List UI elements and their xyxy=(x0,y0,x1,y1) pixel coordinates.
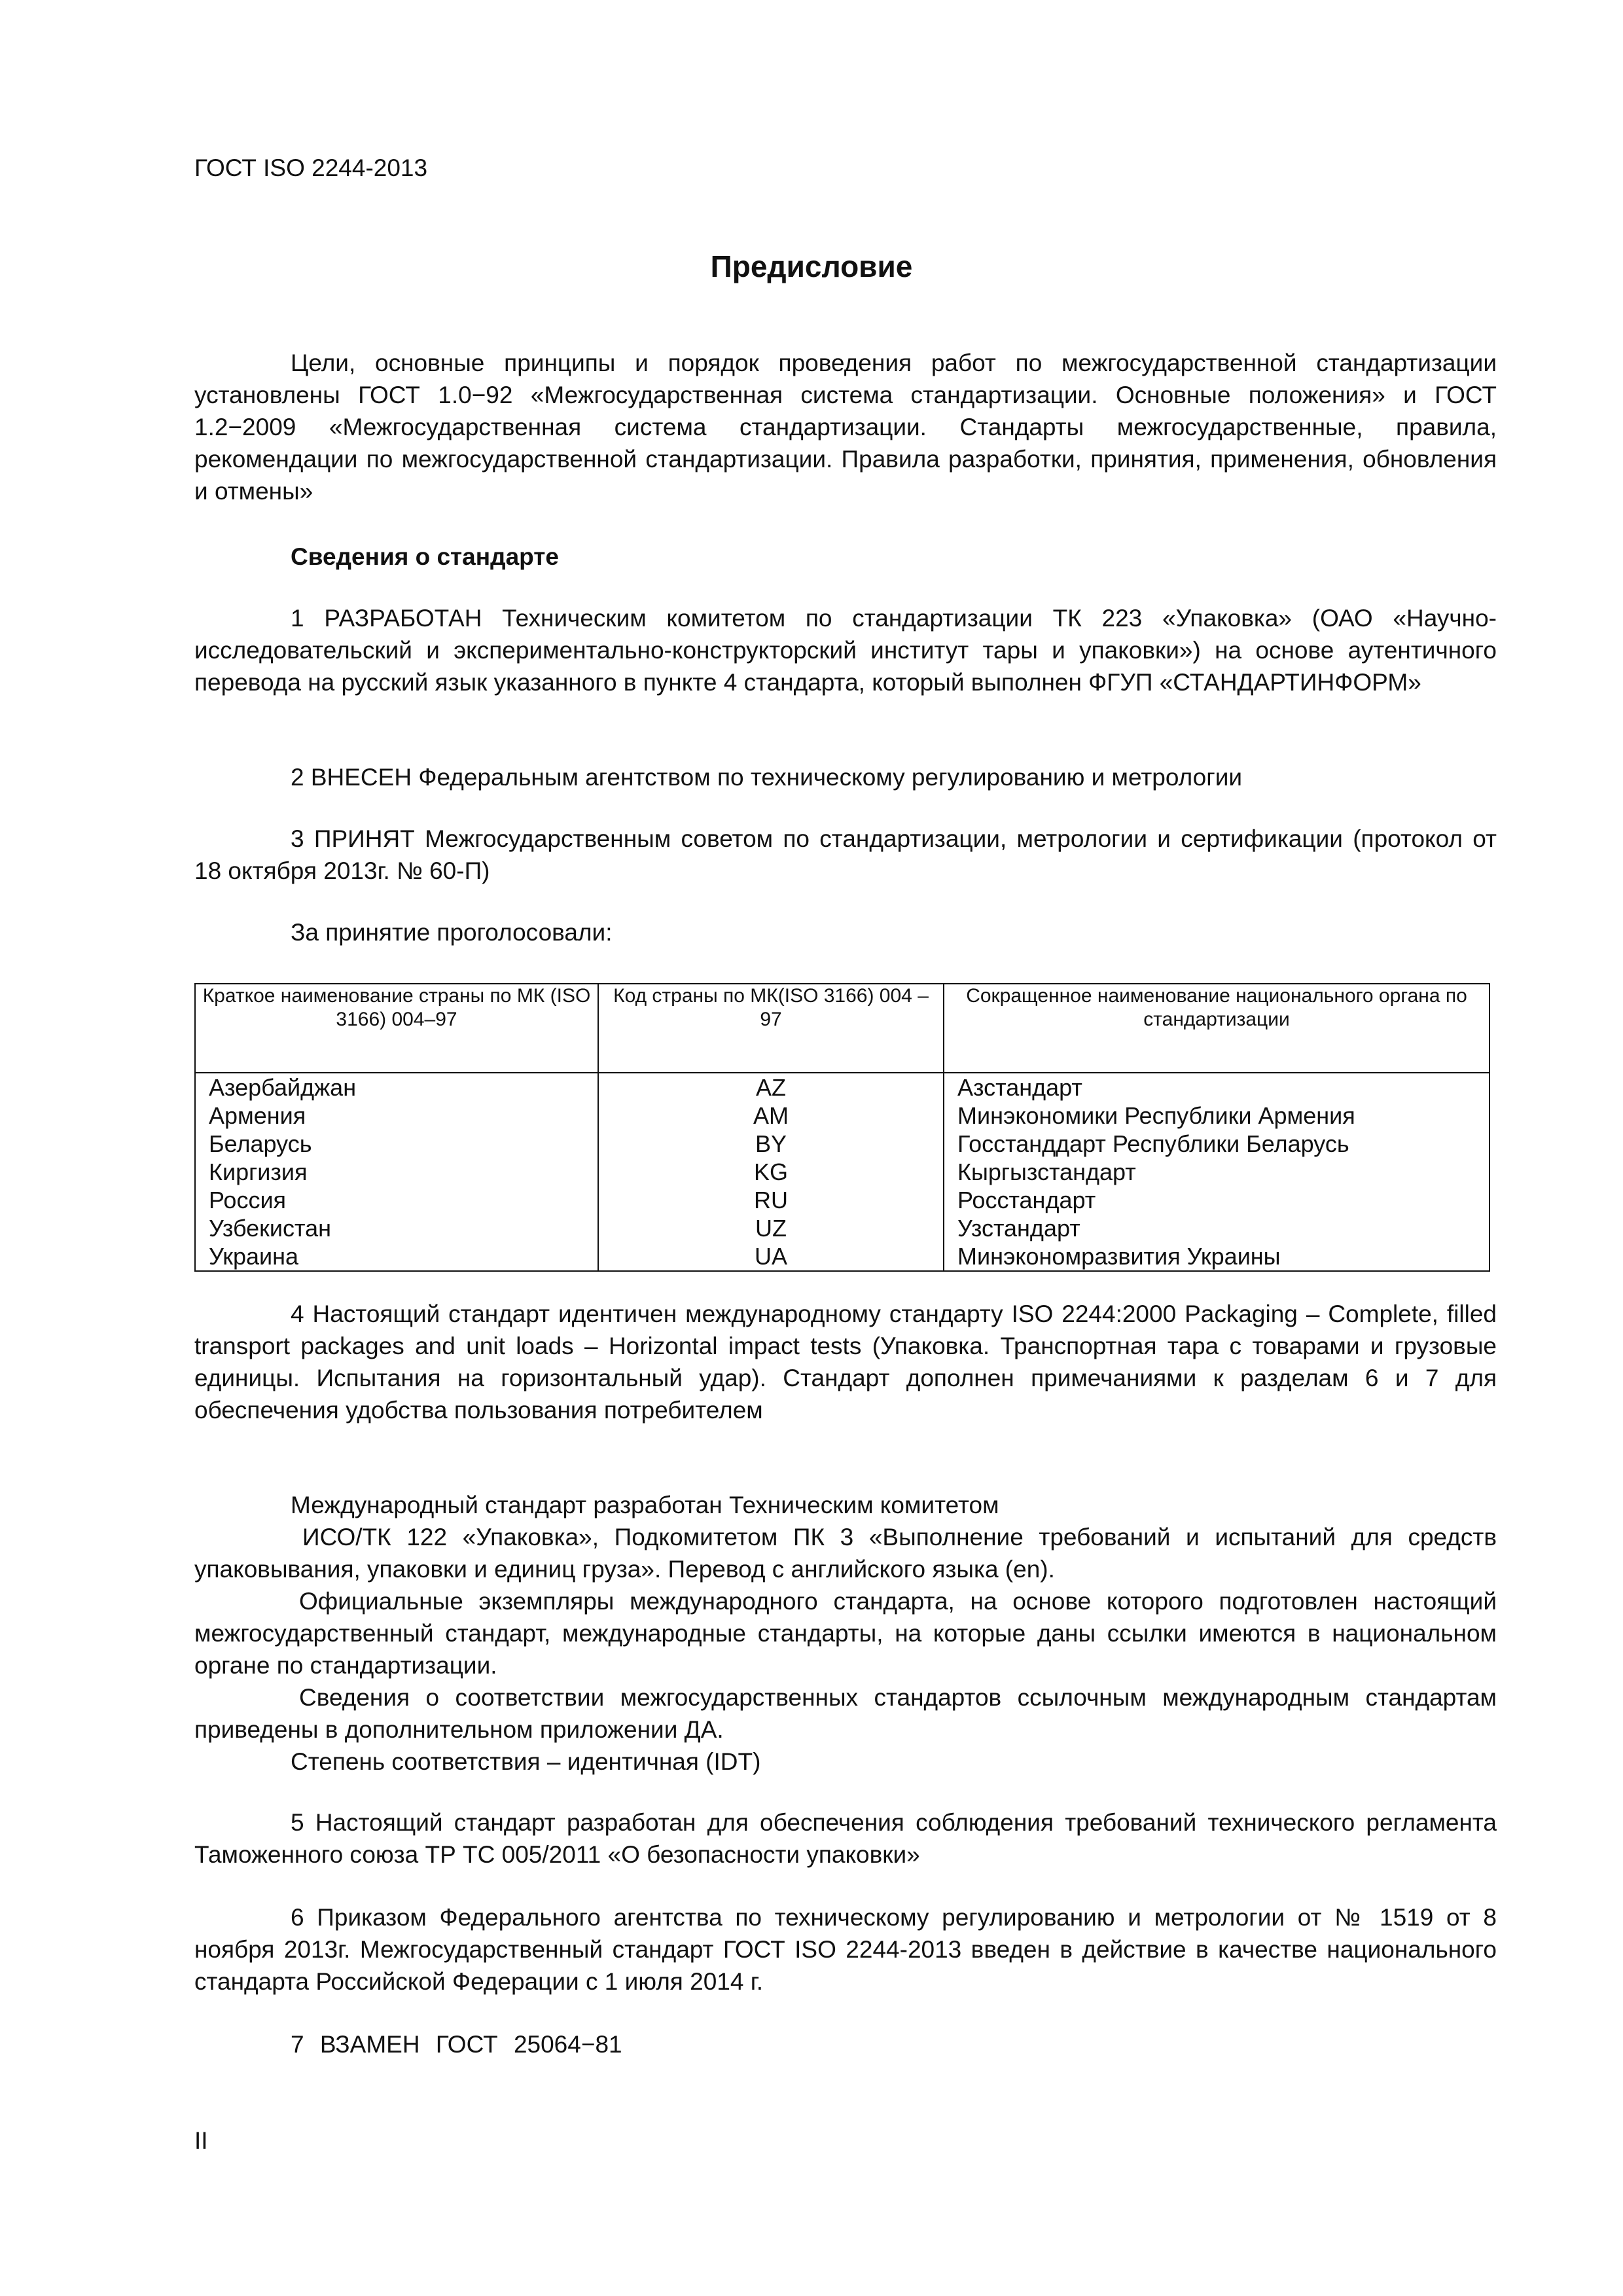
country-code: BY xyxy=(598,1130,944,1158)
intro-text: Цели, основные принципы и порядок проведения работ по межгосударственной стандартизации установлены ГОСТ 1.0−92 «Межгосударственная система стандартизации. Основные положения» и ГОСТ 1.2−2009 «Межгосударственная система стандартизации. Стандарты межгосударственные, правила, рекомендации по межгосударственной стандартизации. Правила разработки, принятия, применения, обновления и отмены» xyxy=(194,350,1497,505)
table-row xyxy=(195,1102,1489,1130)
item-7 xyxy=(194,2028,1497,2060)
table-row xyxy=(195,1186,1489,1214)
item-4-text: 4 Настоящий стандарт идентичен международному стандарту ISO 2244:2000 Packaging – Complete, filled transport packages and unit loads – Horizontal impact tests (Упаковка. Транспортная тара с товарами и грузовые единицы. Испытания на горизонтальный удар). Стандарт дополнен примечаниями к разделам 6 и 7 для обеспечения удобства пользования потребителем xyxy=(194,1300,1497,1424)
table-row xyxy=(195,1130,1489,1158)
voted-label-block xyxy=(194,916,1497,948)
item-3-text: 3 ПРИНЯТ Межгосударственным советом по стандартизации, метрологии и сертификации (протокол от 18 октября 2013г. № 60-П) xyxy=(194,825,1497,884)
item-3 xyxy=(194,823,1497,887)
country-name: Узбекистан xyxy=(195,1214,598,1242)
national-body: Узстандарт xyxy=(944,1214,1489,1242)
item-5 xyxy=(194,1806,1497,1871)
country-name: Киргизия xyxy=(195,1158,598,1186)
item-2 xyxy=(194,761,1497,793)
item-4 xyxy=(194,1298,1497,1426)
table-row xyxy=(195,1242,1489,1271)
international-standard-block xyxy=(194,1489,1497,1778)
item-5-text: 5 Настоящий стандарт разработан для обеспечения соблюдения требований технического регламента Таможенного союза ТР ТС 005/2011 «О безопасности упаковки» xyxy=(194,1809,1497,1868)
national-body: Минэкономики Республики Армения xyxy=(944,1102,1489,1130)
item-6-text: 6 Приказом Федерального агентства по техническому регулированию и метрологии от № 1519 от 8 ноября 2013г. Межгосударственный стандарт ГОСТ ISO 2244-2013 введен в действие в качестве национального стандарта Российской Федерации с 1 июля 2014 г. xyxy=(194,1904,1497,1995)
table-row xyxy=(195,1214,1489,1242)
header-country-name: Краткое наименование страны по МК (ISO 3166) 004–97 xyxy=(195,984,598,1073)
document-header: ГОСТ ISO 2244-2013 xyxy=(194,154,428,181)
degree-of-correspondence: Степень соответствия – идентичная (IDT) xyxy=(291,1748,761,1775)
correspondence: Сведения о соответствии межгосударственных стандартов ссылочным международным стандартам приведены в дополнительном приложении ДА. xyxy=(194,1684,1497,1743)
country-code: AZ xyxy=(598,1073,944,1102)
country-name: Азербайджан xyxy=(195,1073,598,1102)
item-1-text: 1 РАЗРАБОТАН Техническим комитетом по стандартизации ТК 223 «Упаковка» (ОАО «Научно-исследовательский и экспериментально-конструкторский институт тары и упаковки») на основе аутентичного перевода на русский язык указанного в пункте 4 стандарта, который выполнен ФГУП «СТАНДАРТИНФОРМ» xyxy=(194,605,1497,696)
official-copies: Официальные экземпляры международного стандарта, на основе которого подготовлен настоящий межгосударственный стандарт, международные стандарты, на которые даны ссылки имеются в национальном органе по стандартизации. xyxy=(194,1588,1497,1679)
countries-table xyxy=(194,983,1490,1272)
page-title: Предисловие xyxy=(710,249,913,283)
header-national-body: Сокращенное наименование национального органа по стандартизации xyxy=(944,984,1489,1073)
table-header-row xyxy=(195,984,1489,1073)
item-7-text: 7 ВЗАМЕН ГОСТ 25064−81 xyxy=(291,2031,622,2058)
item-2-text: 2 ВНЕСЕН Федеральным агентством по техническому регулированию и метрологии xyxy=(291,764,1243,791)
national-body: Минэкономразвития Украины xyxy=(944,1242,1489,1271)
table-row xyxy=(195,1158,1489,1186)
intro-paragraph xyxy=(194,347,1497,507)
voted-label: За принятие проголосовали: xyxy=(291,919,613,946)
intl-line-2: ИСО/ТК 122 «Упаковка», Подкомитетом ПК 3 «Выполнение требований и испытаний для средств упаковывания, упаковки и единиц груза». Перевод с английского языка (en). xyxy=(194,1524,1497,1583)
national-body: Кыргызстандарт xyxy=(944,1158,1489,1186)
table-row xyxy=(195,1073,1489,1102)
country-code: UA xyxy=(598,1242,944,1271)
country-name: Украина xyxy=(195,1242,598,1271)
country-code: KG xyxy=(598,1158,944,1186)
country-name: Беларусь xyxy=(195,1130,598,1158)
country-name: Россия xyxy=(195,1186,598,1214)
country-code: UZ xyxy=(598,1214,944,1242)
national-body: Росстандарт xyxy=(944,1186,1489,1214)
country-name: Армения xyxy=(195,1102,598,1130)
header-country-code: Код страны по МК(ISO 3166) 004 – 97 xyxy=(598,984,944,1073)
country-code: RU xyxy=(598,1186,944,1214)
info-heading-block xyxy=(194,541,1497,573)
national-body: Госстанддарт Республики Беларусь xyxy=(944,1130,1489,1158)
page-number: II xyxy=(194,2127,208,2154)
info-heading: Сведения о стандарте xyxy=(291,543,559,570)
intl-line-1: Международный стандарт разработан Техническим комитетом xyxy=(291,1492,999,1518)
item-6 xyxy=(194,1901,1497,1998)
country-code: AM xyxy=(598,1102,944,1130)
national-body: Азстандарт xyxy=(944,1073,1489,1102)
item-1 xyxy=(194,602,1497,698)
